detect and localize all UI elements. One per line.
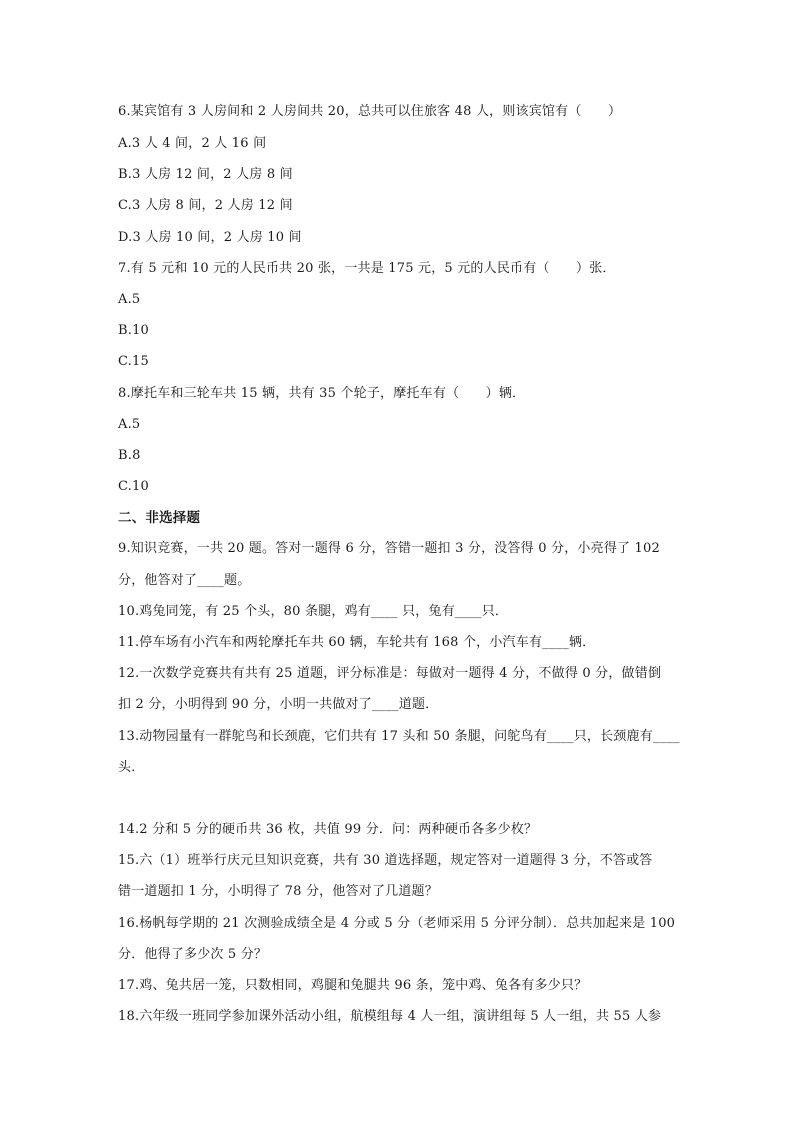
question-7-option-c: C.15 — [118, 354, 149, 369]
question-17: 17.鸡、兔共居一笼，只数相同，鸡腿和兔腿共 96 条，笼中鸡、兔各有多少只？ — [118, 978, 588, 993]
section-2-heading: 二、非选择题 — [118, 510, 201, 526]
question-6-option-d: D.3 人房 10 间，2 人房 10 间 — [118, 230, 302, 245]
question-7-option-b: B.10 — [118, 323, 150, 338]
question-16-line-1: 16.杨帆每学期的 21 次测验成绩全是 4 分或 5 分（老师采用 5 分评分制）．总共加起来是 100 — [118, 916, 676, 931]
question-9-line-1: 9.知识竞赛，一共 20 题。答对一题得 6 分，答错一题扣 3 分，没答得 0 分，小亮得了 102 — [118, 541, 660, 556]
question-13-line-2: 头． — [118, 760, 145, 775]
question-10: 10.鸡兔同笼，有 25 个头，80 条腿，鸡有____ 只，兔有____只． — [118, 604, 509, 619]
question-6-option-b: B.3 人房 12 间，2 人房 8 间 — [118, 167, 293, 182]
question-11: 11.停车场有小汽车和两轮摩托车共 60 辆，车轮共有 168 个，小汽车有____辆． — [118, 635, 596, 650]
question-6-stem: 6.某宾馆有 3 人房间和 2 人房间共 20，总共可以住旅客 48 人，则该宾馆有（ ） — [118, 104, 622, 119]
question-15-line-2: 错一道题扣 1 分，小明得了 78 分，他答对了几道题？ — [118, 884, 438, 899]
question-12-line-1: 12.一次数学竞赛共有共有 25 道题，评分标准是：每做对一题得 4 分，不做得 0 分，做错倒 — [118, 666, 662, 681]
question-18-line-1: 18.六年级一班同学参加课外活动小组，航模组每 4 人一组，演讲组每 5 人一组，共 55 人参 — [118, 1009, 662, 1024]
question-7-option-a: A.5 — [118, 292, 141, 307]
question-8-stem: 8.摩托车和三轮车共 15 辆，共有 35 个轮子，摩托车有（ ）辆． — [118, 386, 526, 401]
question-14: 14.2 分和 5 分的硬币共 36 枚，共值 99 分．问：两种硬币各多少枚？ — [118, 822, 538, 837]
question-15-line-1: 15.六（1）班举行庆元旦知识竞赛，共有 30 道选择题，规定答对一道题得 3 分，不答或答 — [118, 853, 653, 868]
question-9-line-2: 分，他答对了____题。 — [118, 573, 251, 588]
question-13-line-1: 13.动物园量有一群鸵鸟和长颈鹿，它们共有 17 头和 50 条腿，问鸵鸟有____只，长颈鹿有____ — [118, 729, 680, 744]
question-7-stem: 7.有 5 元和 10 元的人民币共 20 张，一共是 175 元，5 元的人民币有（ ）张． — [118, 261, 616, 276]
question-6-option-a: A.3 人 4 间，2 人 16 间 — [118, 136, 267, 151]
question-6-option-c: C.3 人房 8 间，2 人房 12 间 — [118, 198, 293, 213]
question-16-line-2: 分．他得了多少次 5 分？ — [118, 947, 268, 962]
question-8-option-a: A.5 — [118, 417, 141, 432]
question-8-option-b: B.8 — [118, 448, 141, 463]
question-8-option-c: C.10 — [118, 479, 149, 494]
question-12-line-2: 扣 2 分，小明得到 90 分，小明一共做对了____道题． — [118, 697, 439, 712]
